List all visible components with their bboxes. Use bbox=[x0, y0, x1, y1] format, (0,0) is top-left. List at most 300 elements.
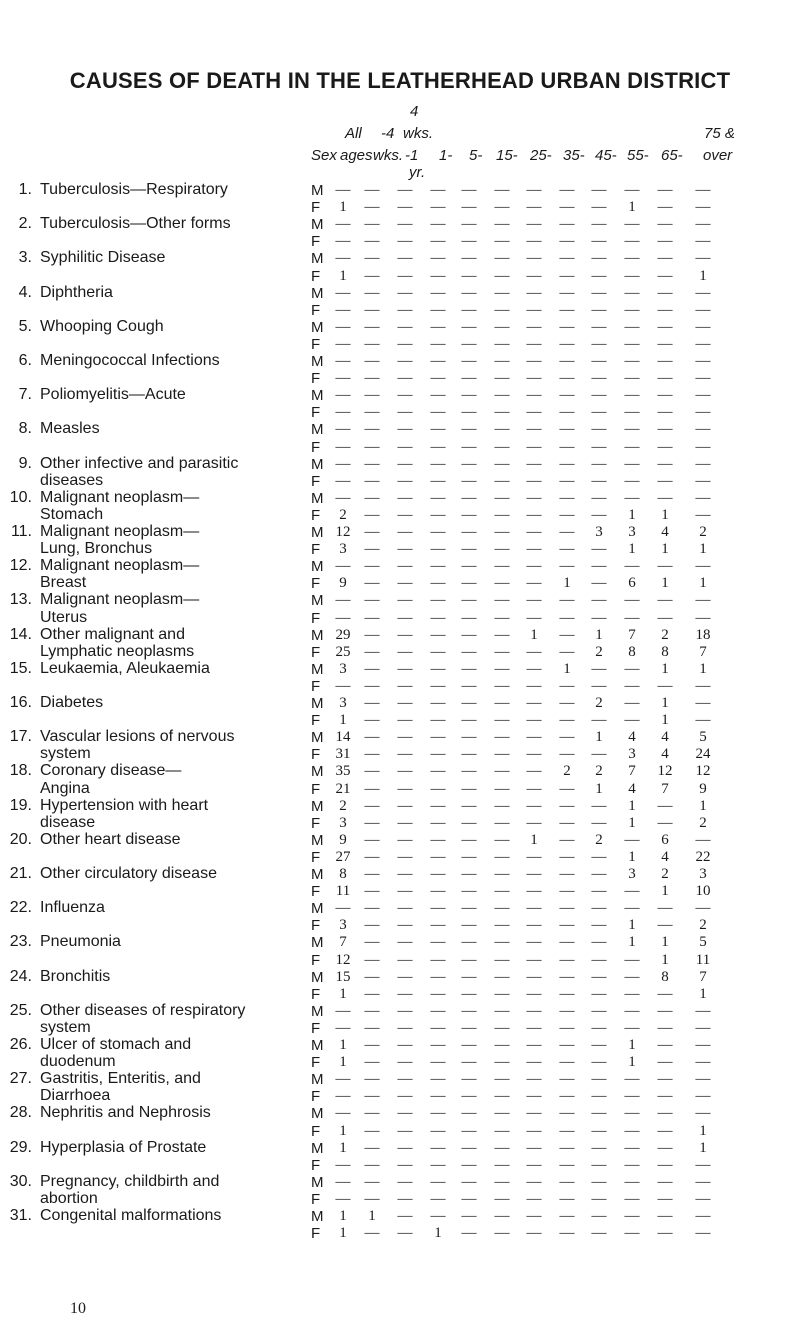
cause-text: Stomach bbox=[40, 505, 104, 523]
table-cell: — bbox=[364, 489, 380, 506]
table-cell: — bbox=[461, 1002, 477, 1019]
table-cell: — bbox=[624, 900, 640, 917]
table-cell: — bbox=[624, 695, 640, 711]
table-cell: — bbox=[559, 1225, 575, 1242]
table-cell: — bbox=[559, 746, 575, 763]
table-cell: 1 bbox=[563, 575, 571, 592]
table-cell: — bbox=[695, 1156, 711, 1173]
table-cell: — bbox=[657, 900, 673, 917]
cause-label-continued bbox=[40, 1190, 98, 1208]
table-cell: — bbox=[430, 900, 446, 917]
table-cell: — bbox=[526, 233, 542, 250]
table-cell: — bbox=[461, 968, 477, 985]
header-all: All bbox=[345, 125, 362, 142]
sex-label: M bbox=[311, 1002, 324, 1020]
table-cell: — bbox=[526, 575, 542, 592]
table-cell: — bbox=[430, 541, 446, 558]
table-cell: 5 bbox=[699, 934, 707, 951]
table-cell: 6 bbox=[628, 575, 636, 592]
table-cell: — bbox=[364, 729, 380, 746]
table-cell: — bbox=[335, 1019, 351, 1036]
table-cell: — bbox=[364, 216, 380, 233]
table-cell: — bbox=[461, 712, 477, 729]
table-cell: 1 bbox=[661, 883, 669, 900]
table-cell: 1 bbox=[339, 1139, 347, 1156]
table-cell: — bbox=[526, 421, 542, 438]
table-cell: 22 bbox=[695, 848, 711, 865]
table-cell: 8 bbox=[661, 968, 669, 985]
sex-label: M bbox=[311, 695, 324, 712]
table-cell: — bbox=[397, 301, 413, 318]
table-cell: — bbox=[397, 917, 413, 934]
table-cell: — bbox=[397, 609, 413, 626]
table-cell: — bbox=[624, 1105, 640, 1122]
table-cell: — bbox=[461, 609, 477, 626]
table-cell: — bbox=[494, 541, 510, 558]
table-cell: — bbox=[430, 318, 446, 335]
table-cell: 1 bbox=[563, 660, 571, 677]
table-cell: — bbox=[461, 1173, 477, 1190]
table-cell: — bbox=[364, 660, 380, 677]
table-cell: — bbox=[494, 1037, 510, 1053]
sex-label: M bbox=[311, 455, 324, 473]
table-cell: — bbox=[364, 917, 380, 934]
table-cell: — bbox=[591, 233, 607, 250]
table-cell: — bbox=[591, 934, 607, 951]
table-cell: — bbox=[430, 780, 446, 797]
table-cell: — bbox=[624, 284, 640, 301]
cause-number: 17. bbox=[9, 728, 32, 746]
table-cell: — bbox=[526, 335, 542, 352]
header-ages: ages bbox=[340, 147, 373, 164]
table-cell: — bbox=[335, 1088, 351, 1105]
cause-number: 1. bbox=[18, 181, 32, 198]
table-cell: — bbox=[526, 1071, 542, 1088]
table-cell: — bbox=[559, 677, 575, 694]
table-cell: — bbox=[591, 660, 607, 677]
table-cell: — bbox=[526, 1002, 542, 1019]
cause-number: 12. bbox=[9, 557, 32, 575]
table-cell: — bbox=[695, 900, 711, 917]
table-cell: — bbox=[526, 985, 542, 1002]
table-cell: — bbox=[591, 506, 607, 523]
table-cell: — bbox=[461, 524, 477, 540]
table-cell: — bbox=[591, 301, 607, 318]
sex-label: F bbox=[311, 267, 321, 285]
table-cell: 1 bbox=[339, 1225, 347, 1242]
table-cell: — bbox=[430, 233, 446, 250]
header-col-1: 1- bbox=[439, 147, 453, 164]
table-cell: — bbox=[591, 438, 607, 455]
table-cell: — bbox=[461, 1088, 477, 1105]
table-cell: — bbox=[461, 541, 477, 558]
table-cell: — bbox=[430, 814, 446, 831]
table-cell: — bbox=[430, 712, 446, 729]
table-cell: — bbox=[526, 1054, 542, 1071]
table-cell: — bbox=[591, 900, 607, 917]
table-cell: 2 bbox=[661, 626, 669, 643]
header-col-45: 45- bbox=[595, 147, 617, 164]
sex-label: M bbox=[311, 592, 324, 610]
table-cell: — bbox=[657, 1208, 673, 1224]
table-cell: — bbox=[364, 404, 380, 421]
header-col-0-4wks-b: wks. bbox=[373, 147, 403, 164]
table-cell: — bbox=[559, 609, 575, 626]
table-cell: 4 bbox=[661, 729, 669, 746]
table-cell: 31 bbox=[335, 746, 351, 763]
sex-label: F bbox=[311, 472, 321, 490]
table-cell: 8 bbox=[339, 866, 347, 882]
table-cell: 3 bbox=[339, 917, 347, 934]
table-cell: — bbox=[364, 1105, 380, 1122]
table-cell: — bbox=[461, 917, 477, 934]
table-cell: — bbox=[526, 489, 542, 506]
table-cell: — bbox=[430, 1122, 446, 1139]
table-cell: — bbox=[526, 284, 542, 301]
table-cell: — bbox=[559, 472, 575, 489]
table-cell: — bbox=[526, 1019, 542, 1036]
table-cell: — bbox=[657, 267, 673, 284]
table-cell: — bbox=[695, 250, 711, 267]
table-cell: 1 bbox=[661, 575, 669, 592]
table-cell: — bbox=[526, 558, 542, 575]
table-cell: — bbox=[526, 1122, 542, 1139]
table-cell: — bbox=[335, 387, 351, 404]
table-cell: — bbox=[461, 797, 477, 814]
table-cell: — bbox=[695, 558, 711, 575]
table-cell: — bbox=[624, 472, 640, 489]
sex-label: M bbox=[311, 1173, 324, 1191]
table-cell: — bbox=[364, 797, 380, 814]
cause-text: duodenum bbox=[40, 1053, 116, 1071]
table-cell: 2 bbox=[699, 524, 707, 540]
table-cell: — bbox=[461, 489, 477, 506]
cause-text: Whooping Cough bbox=[40, 317, 164, 335]
table-cell: — bbox=[494, 438, 510, 455]
table-cell: — bbox=[624, 216, 640, 233]
cause-text: Measles bbox=[40, 420, 100, 438]
sex-label: M bbox=[311, 216, 324, 234]
table-cell: 6 bbox=[661, 831, 669, 848]
table-cell: — bbox=[526, 968, 542, 985]
table-cell: — bbox=[461, 677, 477, 694]
table-cell: — bbox=[695, 1002, 711, 1019]
table-cell: — bbox=[591, 318, 607, 335]
table-cell: — bbox=[397, 848, 413, 865]
table-cell: — bbox=[364, 267, 380, 284]
table-cell: — bbox=[624, 1225, 640, 1242]
cause-number: 13. bbox=[9, 591, 32, 609]
cause-label bbox=[4, 968, 110, 986]
table-cell: 1 bbox=[699, 1122, 707, 1139]
table-cell: — bbox=[461, 558, 477, 575]
sex-label: F bbox=[311, 1122, 321, 1140]
table-cell: — bbox=[559, 866, 575, 882]
sex-label: M bbox=[311, 182, 324, 199]
table-cell: — bbox=[695, 472, 711, 489]
table-cell: — bbox=[494, 729, 510, 746]
table-cell: 9 bbox=[699, 780, 707, 797]
table-cell: — bbox=[526, 934, 542, 951]
cause-label-continued bbox=[40, 814, 95, 832]
table-cell: — bbox=[461, 353, 477, 369]
table-cell: — bbox=[461, 1208, 477, 1224]
sex-label: F bbox=[311, 1054, 321, 1072]
table-cell: — bbox=[624, 438, 640, 455]
sex-label: M bbox=[311, 866, 324, 883]
table-cell: 24 bbox=[695, 746, 711, 763]
table-cell: — bbox=[494, 763, 510, 780]
table-cell: — bbox=[526, 506, 542, 523]
table-cell: — bbox=[591, 387, 607, 404]
table-cell: — bbox=[559, 592, 575, 609]
table-cell: — bbox=[397, 951, 413, 968]
table-cell: — bbox=[430, 1208, 446, 1224]
cause-number: 20. bbox=[9, 830, 32, 848]
table-cell: — bbox=[430, 609, 446, 626]
table-cell: — bbox=[461, 233, 477, 250]
table-cell: — bbox=[397, 284, 413, 301]
sex-label: M bbox=[311, 797, 324, 815]
table-cell: 7 bbox=[628, 626, 636, 643]
table-cell: — bbox=[397, 985, 413, 1002]
table-cell: 1 bbox=[628, 1037, 636, 1053]
table-cell: — bbox=[591, 1054, 607, 1071]
table-cell: — bbox=[657, 1002, 673, 1019]
table-cell: 12 bbox=[335, 524, 351, 540]
table-cell: — bbox=[526, 318, 542, 335]
cause-text: Other circulatory disease bbox=[40, 865, 217, 882]
table-cell: — bbox=[430, 216, 446, 233]
table-cell: — bbox=[559, 1019, 575, 1036]
table-cell: — bbox=[559, 643, 575, 660]
table-cell: — bbox=[657, 609, 673, 626]
table-cell: — bbox=[430, 951, 446, 968]
table-cell: — bbox=[461, 1019, 477, 1036]
cause-text: Hyperplasia of Prostate bbox=[40, 1138, 207, 1156]
table-cell: 5 bbox=[699, 729, 707, 746]
table-cell: — bbox=[526, 1225, 542, 1242]
cause-text: Tuberculosis—Other forms bbox=[40, 215, 231, 233]
cause-text: Bronchitis bbox=[40, 967, 111, 985]
table-cell: — bbox=[494, 404, 510, 421]
table-cell: — bbox=[494, 370, 510, 387]
table-cell: — bbox=[526, 1105, 542, 1122]
table-cell: — bbox=[624, 831, 640, 848]
table-cell: — bbox=[559, 917, 575, 934]
table-cell: — bbox=[364, 1156, 380, 1173]
table-cell: — bbox=[559, 387, 575, 404]
table-cell: — bbox=[695, 1071, 711, 1088]
header-col-65: 65- bbox=[661, 147, 683, 164]
table-cell: — bbox=[695, 335, 711, 352]
table-cell: — bbox=[430, 848, 446, 865]
table-cell: — bbox=[591, 883, 607, 900]
table-cell: — bbox=[494, 1156, 510, 1173]
table-cell: — bbox=[430, 370, 446, 387]
table-cell: — bbox=[430, 592, 446, 609]
table-cell: — bbox=[364, 985, 380, 1002]
table-cell: — bbox=[335, 1105, 351, 1122]
table-cell: — bbox=[397, 335, 413, 352]
table-cell: — bbox=[526, 780, 542, 797]
table-cell: — bbox=[461, 199, 477, 216]
table-cell: — bbox=[526, 660, 542, 677]
table-cell: — bbox=[335, 318, 351, 335]
cause-number: 19. bbox=[9, 796, 32, 814]
table-cell: — bbox=[494, 455, 510, 472]
table-cell: — bbox=[430, 643, 446, 660]
table-cell: — bbox=[526, 1173, 542, 1190]
table-cell: 1 bbox=[595, 626, 603, 643]
sex-label: M bbox=[311, 729, 324, 747]
table-cell: — bbox=[526, 301, 542, 318]
table-cell: 2 bbox=[699, 814, 707, 831]
cause-text: Malignant neoplasm— bbox=[40, 557, 200, 575]
table-cell: — bbox=[591, 575, 607, 592]
cause-label bbox=[4, 933, 121, 951]
table-cell: — bbox=[526, 883, 542, 900]
table-cell: — bbox=[591, 489, 607, 506]
table-cell: — bbox=[695, 199, 711, 216]
table-cell: — bbox=[559, 524, 575, 540]
cause-label bbox=[4, 1070, 201, 1088]
table-cell: — bbox=[494, 199, 510, 216]
table-cell: — bbox=[430, 455, 446, 472]
table-cell: — bbox=[364, 1019, 380, 1036]
table-cell: — bbox=[364, 677, 380, 694]
sex-label: F bbox=[311, 199, 321, 217]
header-col-75-b: over bbox=[703, 147, 733, 164]
table-cell: — bbox=[494, 1054, 510, 1071]
cause-label-continued bbox=[40, 1019, 91, 1037]
table-cell: — bbox=[526, 643, 542, 660]
cause-text: Poliomyelitis—Acute bbox=[40, 386, 186, 404]
table-cell: — bbox=[559, 729, 575, 746]
table-cell: — bbox=[624, 301, 640, 318]
table-cell: 1 bbox=[628, 848, 636, 865]
table-cell: — bbox=[494, 1071, 510, 1088]
table-cell: — bbox=[559, 541, 575, 558]
table-cell: — bbox=[397, 541, 413, 558]
table-cell: — bbox=[494, 301, 510, 318]
table-cell: — bbox=[657, 1054, 673, 1071]
cause-label bbox=[4, 694, 103, 712]
page-number: 10 bbox=[70, 1300, 86, 1317]
table-cell: — bbox=[494, 182, 510, 198]
table-cell: — bbox=[591, 472, 607, 489]
cause-text: disease bbox=[40, 813, 96, 831]
sex-label: M bbox=[311, 900, 324, 918]
sex-label: M bbox=[311, 284, 324, 302]
table-cell: — bbox=[364, 643, 380, 660]
table-cell: — bbox=[364, 1037, 380, 1053]
cause-label-continued bbox=[40, 780, 90, 798]
sex-label: F bbox=[311, 1088, 321, 1106]
table-cell: — bbox=[657, 1105, 673, 1122]
cause-label-continued bbox=[40, 609, 87, 627]
table-cell: — bbox=[461, 814, 477, 831]
table-cell: — bbox=[335, 489, 351, 506]
sex-label: M bbox=[311, 934, 324, 952]
table-cell: — bbox=[397, 387, 413, 404]
table-cell: — bbox=[559, 951, 575, 968]
cause-label bbox=[4, 318, 164, 336]
table-cell: — bbox=[397, 729, 413, 746]
table-cell: — bbox=[591, 1156, 607, 1173]
table-cell: 1 bbox=[699, 660, 707, 677]
cause-number: 23. bbox=[9, 933, 32, 951]
table-cell: — bbox=[461, 763, 477, 780]
table-cell: — bbox=[559, 455, 575, 472]
table-cell: — bbox=[526, 951, 542, 968]
cause-text: Syphilitic Disease bbox=[40, 249, 166, 267]
table-cell: — bbox=[461, 695, 477, 711]
table-cell: — bbox=[364, 883, 380, 900]
cause-label bbox=[4, 899, 105, 917]
table-cell: — bbox=[461, 643, 477, 660]
table-cell: — bbox=[397, 1156, 413, 1173]
table-cell: — bbox=[335, 370, 351, 387]
table-cell: — bbox=[397, 626, 413, 643]
table-cell: — bbox=[397, 831, 413, 848]
table-cell: — bbox=[461, 267, 477, 284]
table-cell: — bbox=[695, 318, 711, 335]
table-cell: — bbox=[624, 1088, 640, 1105]
table-cell: — bbox=[494, 1019, 510, 1036]
cause-number: 29. bbox=[9, 1138, 32, 1156]
table-cell: — bbox=[624, 1139, 640, 1156]
cause-label bbox=[4, 420, 100, 438]
sex-label: F bbox=[311, 301, 321, 319]
table-cell: — bbox=[494, 917, 510, 934]
table-cell: — bbox=[430, 831, 446, 848]
table-cell: — bbox=[397, 780, 413, 797]
table-cell: — bbox=[397, 677, 413, 694]
table-cell: — bbox=[397, 267, 413, 284]
table-cell: 7 bbox=[661, 780, 669, 797]
table-cell: 11 bbox=[695, 951, 711, 968]
table-cell: — bbox=[657, 318, 673, 335]
cause-label-continued bbox=[40, 1053, 116, 1071]
table-cell: — bbox=[430, 985, 446, 1002]
table-cell: 7 bbox=[699, 643, 707, 660]
cause-number: 5. bbox=[18, 317, 32, 335]
table-cell: — bbox=[526, 797, 542, 814]
table-cell: — bbox=[695, 284, 711, 301]
table-cell: — bbox=[494, 1190, 510, 1207]
table-cell: — bbox=[461, 455, 477, 472]
table-cell: — bbox=[397, 233, 413, 250]
table-cell: — bbox=[494, 695, 510, 711]
table-cell: — bbox=[559, 558, 575, 575]
table-cell: — bbox=[430, 695, 446, 711]
table-cell: — bbox=[559, 318, 575, 335]
table-cell: 1 bbox=[339, 199, 347, 216]
table-cell: — bbox=[695, 695, 711, 711]
table-cell: — bbox=[430, 883, 446, 900]
table-cell: — bbox=[461, 216, 477, 233]
table-cell: — bbox=[591, 216, 607, 233]
table-cell: — bbox=[364, 592, 380, 609]
cause-label-continued bbox=[40, 745, 91, 763]
table-cell: — bbox=[494, 609, 510, 626]
cause-label bbox=[4, 455, 238, 473]
table-cell: — bbox=[657, 1190, 673, 1207]
table-cell: — bbox=[461, 370, 477, 387]
table-cell: 3 bbox=[339, 541, 347, 558]
sex-label: F bbox=[311, 883, 321, 901]
